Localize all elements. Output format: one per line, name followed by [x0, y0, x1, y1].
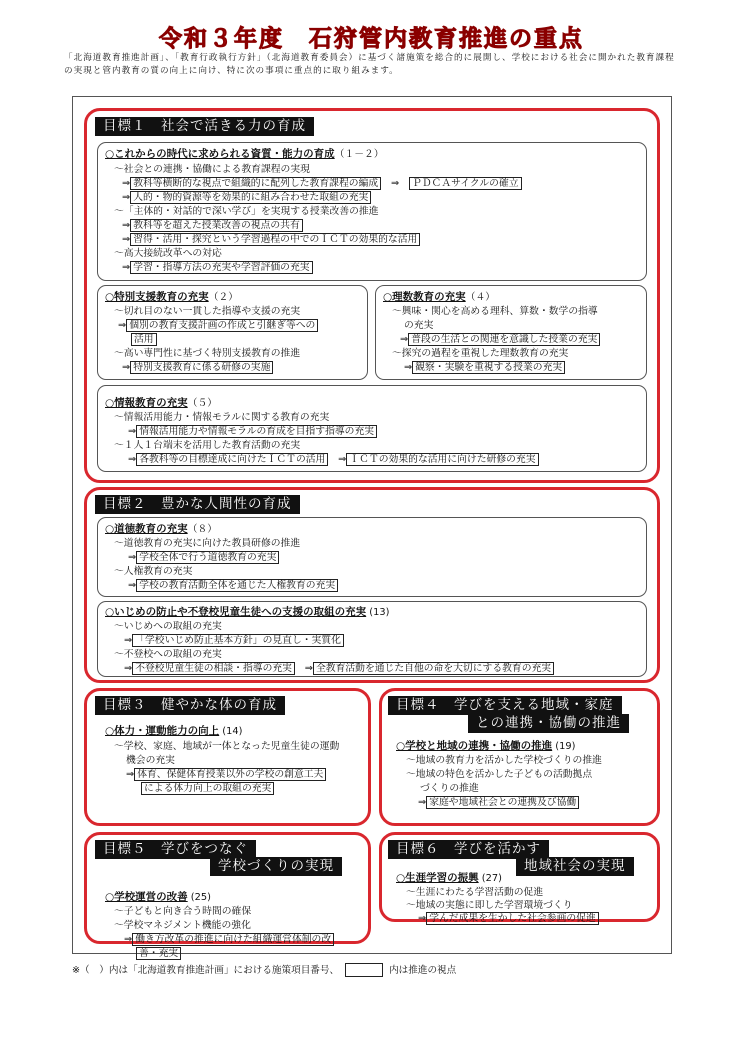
- g1s1-point: ⇒ 人的・物的資源等を効果的に組み合わせた取組の充実: [122, 191, 371, 205]
- g2s1-point: ⇒ 学校全体で行う道徳教育の充実: [128, 551, 279, 565]
- g6-heading: ○生涯学習の振興 (27): [396, 872, 502, 884]
- g1s2-heading: ○特別支援教育の充実（２）: [105, 291, 239, 303]
- g5-heading: ○学校運営の改善 (25): [105, 891, 211, 903]
- legend-box-sample: [345, 963, 383, 977]
- page-title: 令和３年度 石狩管内教育推進の重点: [159, 26, 584, 52]
- goal2-title: 目標２ 豊かな人間性の育成: [95, 495, 300, 514]
- goal3-title: 目標３ 健やかな体の育成: [95, 696, 285, 715]
- g2s2-point: ⇒ 不登校児童生徒の相談・指導の充実 ⇒ 全教育活動を通じた自他の命を大切にする教育の充実: [124, 662, 554, 676]
- g1s1-point: ⇒ 学習・指導方法の充実や学習評価の充実: [122, 261, 313, 275]
- g3-line: 機会の充実: [126, 755, 175, 766]
- goal5-title-line1: 目標５ 学びをつなぐ: [95, 840, 256, 859]
- g1s1-line: ～高大接続改革への対応: [114, 248, 222, 259]
- g3-point: ⇒ 体育、保健体育授業以外の学校の創意工夫: [126, 768, 326, 782]
- goal1-title: 目標１ 社会で活きる力の育成: [95, 117, 314, 136]
- goal6-title-line2: 地域社会の実現: [516, 857, 634, 876]
- footer-note: ※（ ）内は「北海道教育推進計画」における施策項目番号、 内は推進の視点: [72, 965, 457, 976]
- g4-point: ⇒ 家庭や地域社会との連携及び協働: [418, 796, 579, 810]
- g2s2-heading: ○いじめの防止や不登校児童生徒への支援の取組の充実 (13): [105, 606, 390, 618]
- g3-point: による体力向上の取組の充実: [141, 782, 274, 796]
- g1s3-line: ～興味・関心を高める理科、算数・数学の指導: [392, 306, 598, 317]
- g5-line: ～子どもと向き合う時間の確保: [114, 906, 252, 917]
- g5-line: ～学校マネジメント機能の強化: [114, 920, 251, 931]
- goal4-title-line2: との連携・協働の推進: [468, 714, 629, 733]
- goal6-title-line1: 目標６ 学びを活かす: [388, 840, 549, 859]
- g1s2-point: ⇒ 個別の教育支援計画の作成と引継ぎ等への: [118, 319, 318, 333]
- g2s2-line: ～不登校への取組の充実: [114, 649, 222, 660]
- g4-line: ～地域の教育力を活かした学校づくりの推進: [406, 755, 602, 766]
- g1s4-line: ～情報活用能力・情報モラルに関する教育の充実: [114, 412, 330, 423]
- g1s4-point: ⇒ 情報活用能力や情報モラルの育成を目指す指導の充実: [128, 425, 377, 439]
- g4-line: づくりの推進: [420, 783, 479, 794]
- g2s2-line: ～いじめへの取組の充実: [114, 621, 222, 632]
- g3-heading: ○体力・運動能力の向上 (14): [105, 725, 243, 737]
- goal4-title-line1: 目標４ 学びを支える地域・家庭: [388, 696, 622, 715]
- g6-line: ～生涯にわたる学習活動の促進: [406, 887, 544, 898]
- g2s1-point: ⇒ 学校の教育活動全体を通じた人権教育の充実: [128, 579, 338, 593]
- goal5-title-line2: 学校づくりの実現: [210, 857, 342, 876]
- g1s4-point: ⇒ 各教科等の目標達成に向けたＩＣＴの活用 ⇒ ＩＣＴの効果的な活用に向けた研修の充実: [128, 453, 539, 467]
- g1s1-line: ～社会との連携・協働による教育課程の実現: [114, 164, 310, 175]
- g2s1-line: ～人権教育の充実: [114, 566, 193, 577]
- g1s3-heading: ○理数教育の充実（４）: [383, 291, 496, 303]
- g1s3-line: の充実: [404, 320, 434, 331]
- g1s1-line: ～「主体的・対話的で深い学び」を実現する授業改善の推進: [114, 206, 379, 217]
- g5-point: 善・充実: [136, 947, 181, 961]
- g2s2-point: ⇒ 「学校いじめ防止基本方針」の見直し・実質化: [124, 634, 344, 648]
- g1s1-point: ⇒ 習得・活用・探究という学習過程の中でのＩＣＴの効果的な活用: [122, 233, 420, 247]
- g1s3-point: ⇒ 普段の生活との関連を意識した授業の充実: [400, 333, 600, 347]
- g4-line: ～地域の特色を活かした子どもの活動拠点: [406, 769, 593, 780]
- g5-point: ⇒ 働き方改革の推進に向けた組織運営体制の改: [124, 933, 334, 947]
- g1s2-line: ～高い専門性に基づく特別支援教育の推進: [114, 348, 301, 359]
- g6-line: ～地域の実態に即した学習環境づくり: [406, 900, 573, 911]
- g1s2-point: 活用: [131, 333, 157, 347]
- g1s3-line: ～探究の過程を重視した理数教育の充実: [392, 348, 569, 359]
- g6-point: ⇒ 学んだ成果を生かした社会参画の促進: [418, 912, 599, 926]
- g2s1-line: ～道徳教育の充実に向けた教員研修の推進: [114, 538, 301, 549]
- g3-line: ～学校、家庭、地域が一体となった児童生徒の運動: [114, 741, 340, 752]
- g2s1-heading: ○道徳教育の充実（８）: [105, 523, 218, 535]
- g1s4-line: ～１人１台端末を活用した教育活動の充実: [114, 440, 301, 451]
- g1s1-heading: ○これからの時代に求められる資質・能力の育成（１－２）: [105, 148, 384, 160]
- g1s2-line: ～切れ目のない一貫した指導や支援の充実: [114, 306, 301, 317]
- g1s1-point: ⇒ 教科等横断的な視点で組織的に配列した教育課程の編成 ⇒ ＰＤＣＡサイクルの確立: [122, 177, 522, 191]
- g1s3-point: ⇒ 観察・実験を重視する授業の充実: [404, 361, 565, 375]
- g1s4-heading: ○情報教育の充実（５）: [105, 397, 218, 409]
- intro-text: 「北海道教育推進計画」、「教育行政執行方針」（北海道教育委員会）に基づく諸施策を総合的に展開し、学校における社会に開かれた教育課程の実現と管内教育の質の向上に向け、特に次の事項に重点的に取り組みます。: [64, 53, 675, 76]
- g1s1-point: ⇒ 教科等を超えた授業改善の視点の共有: [122, 219, 303, 233]
- g1s2-point: ⇒ 特別支援教育に係る研修の実施: [122, 361, 273, 375]
- g4-heading: ○学校と地域の連携・協働の推進 (19): [396, 740, 576, 752]
